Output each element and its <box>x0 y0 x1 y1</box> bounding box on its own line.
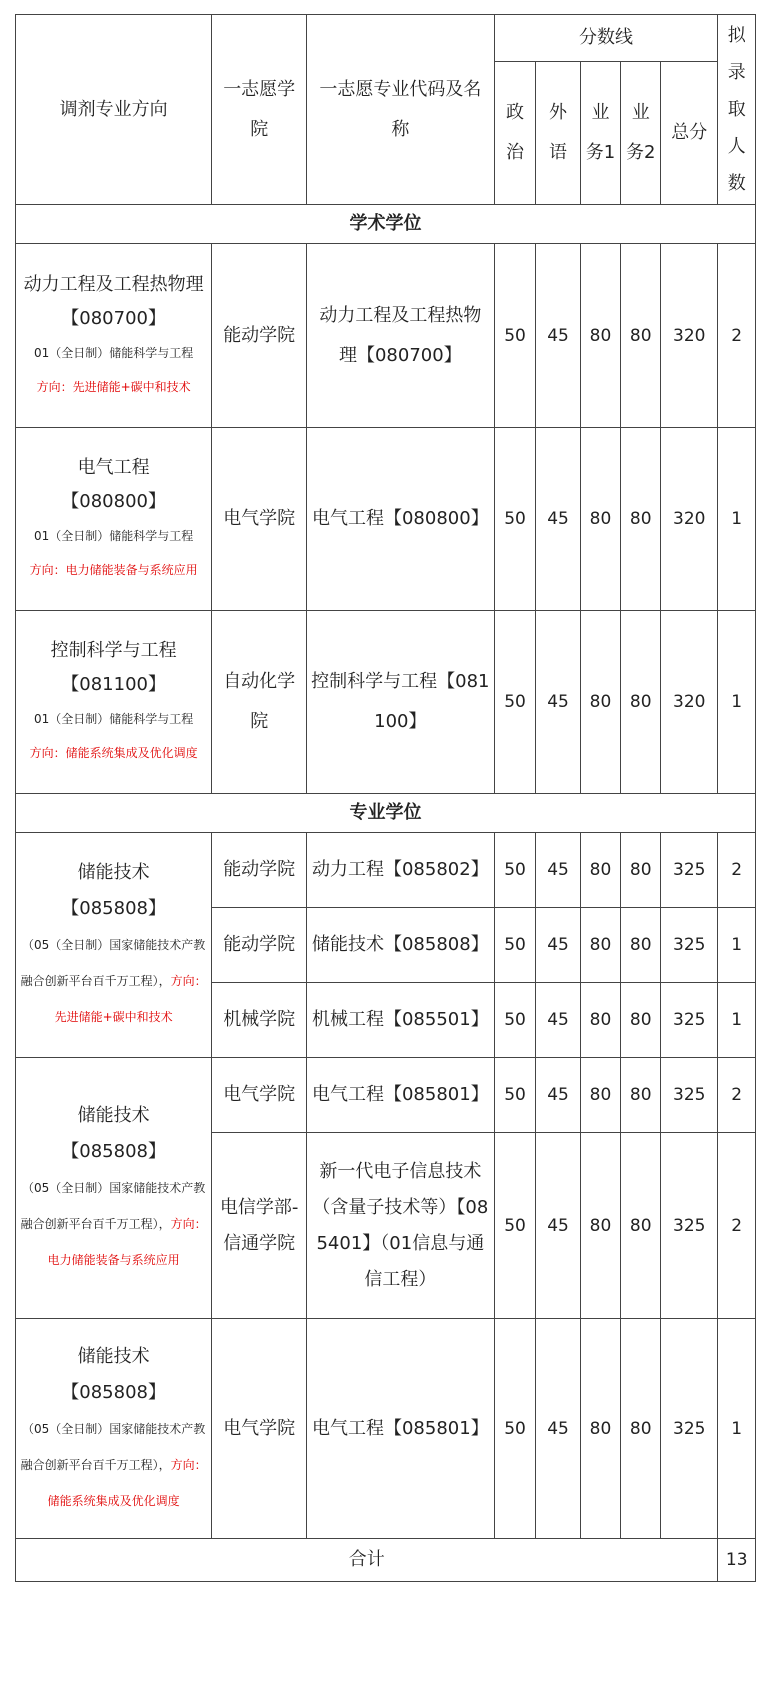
direction-code: 【085808】 <box>61 898 166 919</box>
table-row <box>16 1058 756 1133</box>
admission-table <box>15 14 756 1582</box>
header-politics: 政治 <box>494 61 536 204</box>
direction-note: 01（全日制）储能科学与工程 <box>34 529 194 543</box>
total-score: 320 <box>661 611 718 794</box>
section-professional: 专业学位 <box>16 794 756 833</box>
foreign-score: 45 <box>536 244 580 428</box>
direction-red: 方向：先进储能+碳中和技术 <box>54 974 207 1024</box>
subject1-score: 80 <box>580 908 621 983</box>
direction-code: 【080800】 <box>61 491 166 512</box>
major-cell: 动力工程及工程热物理【080700】 <box>307 244 494 428</box>
direction-red: 方向：电力储能装备与系统应用 <box>29 563 198 577</box>
quota-value: 2 <box>718 1058 756 1133</box>
college-cell: 自动化学院 <box>212 611 307 794</box>
direction-code: 【081100】 <box>61 674 166 695</box>
subject1-score: 80 <box>580 428 621 611</box>
quota-value: 2 <box>718 244 756 428</box>
total-score: 325 <box>661 1058 718 1133</box>
header-subject2: 业务2 <box>621 61 661 204</box>
header-score-line: 分数线 <box>494 15 718 62</box>
politics-score: 50 <box>494 244 536 428</box>
quota-value: 2 <box>718 1133 756 1319</box>
politics-score: 50 <box>494 983 536 1058</box>
total-row <box>16 1539 756 1582</box>
direction-cell <box>16 428 212 611</box>
direction-name: 储能技术 <box>77 1105 150 1126</box>
quota-value: 1 <box>718 1319 756 1539</box>
foreign-score: 45 <box>536 1133 580 1319</box>
direction-name: 储能技术 <box>77 862 150 883</box>
direction-name: 电气工程 <box>77 457 150 478</box>
major-cell: 新一代电子信息技术（含量子技术等）【085401】（01信息与通信工程） <box>307 1133 494 1319</box>
direction-note: （05（全日制）国家储能技术产教融合创新平台百千万工程），方向：电力储能装备与系统应用 <box>20 1181 207 1267</box>
direction-name: 储能技术 <box>77 1345 150 1367</box>
table-row <box>16 833 756 908</box>
direction-cell <box>16 1319 212 1539</box>
total-score: 325 <box>661 983 718 1058</box>
major-cell: 电气工程【080800】 <box>307 428 494 611</box>
politics-score: 50 <box>494 1319 536 1539</box>
table-row <box>16 244 756 428</box>
major-cell: 储能技术【085808】 <box>307 908 494 983</box>
table-row <box>16 611 756 794</box>
direction-cell <box>16 611 212 794</box>
college-cell: 电气学院 <box>212 1058 307 1133</box>
header-direction: 调剂专业方向 <box>16 15 212 205</box>
foreign-score: 45 <box>536 611 580 794</box>
direction-note: （05（全日制）国家储能技术产教融合创新平台百千万工程），方向：储能系统集成及优化调度 <box>20 1421 207 1508</box>
politics-score: 50 <box>494 428 536 611</box>
direction-red: 方向：先进储能+碳中和技术 <box>36 379 191 394</box>
major-cell: 机械工程【085501】 <box>307 983 494 1058</box>
total-score: 320 <box>661 428 718 611</box>
major-cell: 电气工程【085801】 <box>307 1058 494 1133</box>
header-subject1: 业务1 <box>580 61 621 204</box>
subject2-score: 80 <box>621 908 661 983</box>
header-college: 一志愿学院 <box>212 15 307 205</box>
subject2-score: 80 <box>621 244 661 428</box>
subject2-score: 80 <box>621 428 661 611</box>
header-foreign: 外语 <box>536 61 580 204</box>
header-quota: 拟录取人数 <box>718 15 756 205</box>
subject2-score: 80 <box>621 611 661 794</box>
subject2-score: 80 <box>621 1133 661 1319</box>
direction-name: 控制科学与工程 <box>50 640 177 661</box>
college-cell: 电气学院 <box>212 1319 307 1539</box>
subject1-score: 80 <box>580 1133 621 1319</box>
direction-name: 动力工程及工程热物理 <box>23 273 204 295</box>
subject1-score: 80 <box>580 611 621 794</box>
subject2-score: 80 <box>621 833 661 908</box>
total-score: 320 <box>661 244 718 428</box>
direction-cell <box>16 244 212 428</box>
total-label: 合计 <box>16 1539 718 1582</box>
total-quota: 13 <box>718 1539 756 1582</box>
college-cell: 能动学院 <box>212 908 307 983</box>
politics-score: 50 <box>494 833 536 908</box>
foreign-score: 45 <box>536 1319 580 1539</box>
subject1-score: 80 <box>580 244 621 428</box>
total-score: 325 <box>661 1319 718 1539</box>
major-cell: 电气工程【085801】 <box>307 1319 494 1539</box>
college-cell: 能动学院 <box>212 244 307 428</box>
subject1-score: 80 <box>580 983 621 1058</box>
subject1-score: 80 <box>580 833 621 908</box>
direction-code: 【085808】 <box>61 1381 166 1403</box>
table-row <box>16 1319 756 1539</box>
subject2-score: 80 <box>621 983 661 1058</box>
direction-note: （05（全日制）国家储能技术产教融合创新平台百千万工程），方向：先进储能+碳中和技术 <box>20 938 207 1024</box>
foreign-score: 45 <box>536 908 580 983</box>
quota-value: 2 <box>718 833 756 908</box>
header-major-code: 一志愿专业代码及名称 <box>307 15 494 205</box>
college-cell: 电气学院 <box>212 428 307 611</box>
direction-red: 方向：电力储能装备与系统应用 <box>47 1217 207 1267</box>
subject2-score: 80 <box>621 1319 661 1539</box>
politics-score: 50 <box>494 1133 536 1319</box>
total-score: 325 <box>661 1133 718 1319</box>
subject1-score: 80 <box>580 1058 621 1133</box>
direction-red: 方向：储能系统集成及优化调度 <box>29 746 198 760</box>
college-cell: 电信学部-信通学院 <box>212 1133 307 1319</box>
quota-value: 1 <box>718 428 756 611</box>
table-row <box>16 428 756 611</box>
direction-cell <box>16 1058 212 1319</box>
direction-code: 【080700】 <box>61 307 166 329</box>
total-score: 325 <box>661 908 718 983</box>
major-cell: 动力工程【085802】 <box>307 833 494 908</box>
quota-value: 1 <box>718 983 756 1058</box>
major-cell: 控制科学与工程【081100】 <box>307 611 494 794</box>
foreign-score: 45 <box>536 1058 580 1133</box>
total-score: 325 <box>661 833 718 908</box>
college-cell: 能动学院 <box>212 833 307 908</box>
quota-value: 1 <box>718 908 756 983</box>
direction-note: 01（全日制）储能科学与工程 <box>34 345 194 360</box>
direction-red: 方向：储能系统集成及优化调度 <box>47 1457 207 1508</box>
college-cell: 机械学院 <box>212 983 307 1058</box>
politics-score: 50 <box>494 908 536 983</box>
politics-score: 50 <box>494 611 536 794</box>
foreign-score: 45 <box>536 833 580 908</box>
header-total: 总分 <box>661 61 718 204</box>
quota-value: 1 <box>718 611 756 794</box>
politics-score: 50 <box>494 1058 536 1133</box>
subject1-score: 80 <box>580 1319 621 1539</box>
subject2-score: 80 <box>621 1058 661 1133</box>
direction-cell <box>16 833 212 1058</box>
direction-code: 【085808】 <box>61 1141 166 1162</box>
foreign-score: 45 <box>536 983 580 1058</box>
direction-note: 01（全日制）储能科学与工程 <box>34 712 194 726</box>
foreign-score: 45 <box>536 428 580 611</box>
section-academic: 学术学位 <box>16 205 756 244</box>
